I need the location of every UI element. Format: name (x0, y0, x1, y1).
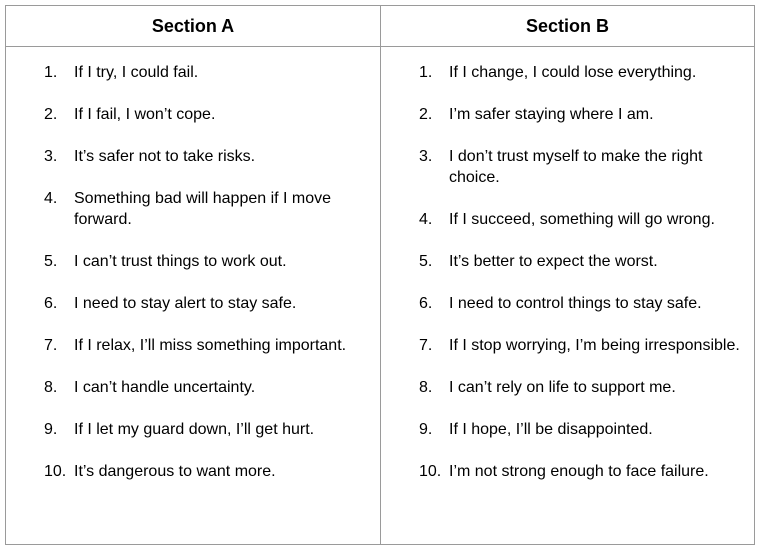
item-text: I need to stay alert to stay safe. (74, 295, 297, 312)
item-text: If I relax, I’ll miss something important. (74, 337, 347, 354)
item-text: I need to control things to stay safe. (449, 295, 702, 312)
item-text: I’m safer staying where I am. (449, 106, 654, 123)
section-b-item-1 (419, 62, 748, 83)
item-text: If I change, I could lose everything. (449, 64, 697, 81)
item-number: 1. (419, 64, 433, 81)
section-a-item-9 (44, 419, 372, 440)
section-b-cell (381, 47, 754, 544)
item-text: If I let my guard down, I’ll get hurt. (74, 421, 315, 438)
section-b-item-4 (419, 209, 748, 230)
item-number: 9. (44, 421, 58, 438)
item-number: 6. (44, 295, 58, 312)
section-b-item-3 (419, 146, 748, 188)
section-b-item-9 (419, 419, 748, 440)
item-number: 8. (44, 379, 58, 396)
item-number: 7. (44, 337, 58, 354)
item-text: I can’t rely on life to support me. (449, 379, 676, 396)
item-number: 6. (419, 295, 433, 312)
header-row (6, 6, 754, 47)
section-a-item-2 (44, 104, 372, 125)
item-text: It’s dangerous to want more. (74, 463, 276, 480)
section-b-header: Section B (525, 15, 609, 36)
section-b-item-8 (419, 377, 748, 398)
item-number: 10. (419, 463, 442, 480)
section-a-item-8 (44, 377, 372, 398)
item-text: Something bad will happen if I move forward. (74, 190, 332, 228)
item-text: If I try, I could fail. (74, 64, 199, 81)
item-number: 5. (44, 253, 58, 270)
item-number: 1. (44, 64, 58, 81)
section-b-item-5 (419, 251, 748, 272)
item-text: I don’t trust myself to make the right choice. (449, 148, 703, 186)
item-number: 9. (419, 421, 433, 438)
section-a-cell (6, 47, 381, 544)
item-text: I can’t handle uncertainty. (74, 379, 256, 396)
section-b-item-6 (419, 293, 748, 314)
section-a-item-4 (44, 188, 372, 230)
section-a-header: Section A (6, 6, 381, 46)
item-number: 4. (44, 190, 58, 207)
beliefs-table (5, 5, 755, 545)
item-text: It’s safer not to take risks. (74, 148, 256, 165)
item-number: 3. (44, 148, 58, 165)
section-a-item-10 (44, 461, 372, 482)
section-a-item-5 (44, 251, 372, 272)
section-a-item-7 (44, 335, 372, 356)
item-text: I’m not strong enough to face failure. (449, 463, 709, 480)
item-number: 5. (419, 253, 433, 270)
item-number: 2. (419, 106, 433, 123)
section-b-item-2 (419, 104, 748, 125)
section-a-item-1 (44, 62, 372, 83)
item-number: 2. (44, 106, 58, 123)
section-b-item-10 (419, 461, 748, 482)
item-number: 3. (419, 148, 433, 165)
item-text: If I succeed, something will go wrong. (449, 211, 715, 228)
item-text: I can’t trust things to work out. (74, 253, 287, 270)
section-a-list (6, 47, 380, 482)
item-text: If I fail, I won’t cope. (74, 106, 216, 123)
section-a-item-3 (44, 146, 372, 167)
body-row (6, 47, 754, 544)
item-text: If I stop worrying, I’m being irresponsible. (449, 337, 740, 354)
item-number: 8. (419, 379, 433, 396)
item-text: It’s better to expect the worst. (449, 253, 658, 270)
item-number: 4. (419, 211, 433, 228)
section-b-list (381, 47, 754, 482)
section-a-item-6 (44, 293, 372, 314)
item-number: 10. (44, 463, 67, 480)
item-number: 7. (419, 337, 433, 354)
item-text: If I hope, I’ll be disappointed. (449, 421, 653, 438)
section-b-item-7 (419, 335, 748, 356)
